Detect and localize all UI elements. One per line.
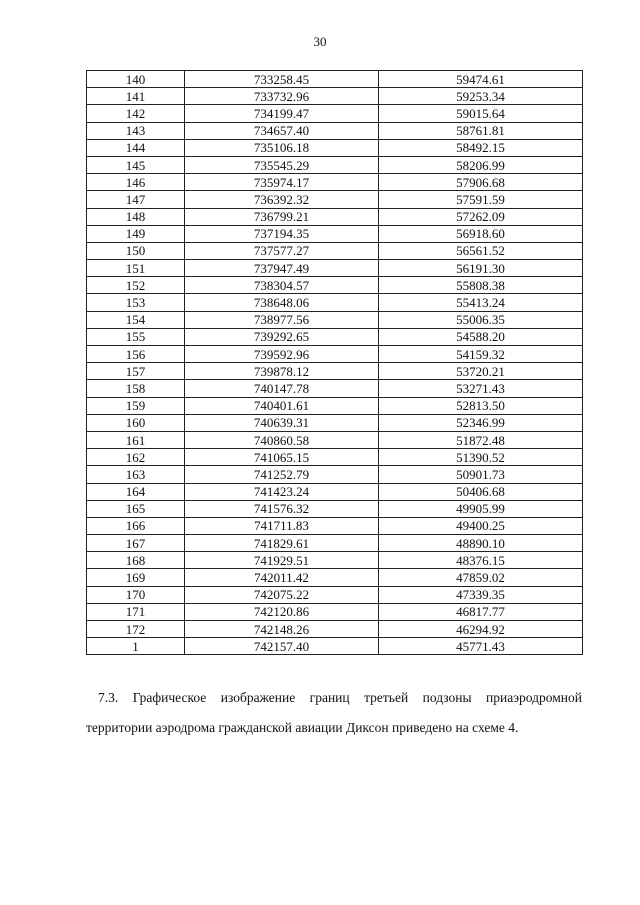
- x-coordinate-cell: 741929.51: [185, 552, 379, 569]
- y-coordinate-cell: 57591.59: [379, 191, 583, 208]
- point-number-cell: 141: [87, 88, 185, 105]
- x-coordinate-cell: 737577.27: [185, 242, 379, 259]
- y-coordinate-cell: 50406.68: [379, 483, 583, 500]
- table-row: [87, 569, 583, 586]
- x-coordinate-cell: 739292.65: [185, 328, 379, 345]
- coordinates-table: [86, 70, 583, 655]
- x-coordinate-cell: 740401.61: [185, 397, 379, 414]
- point-number-cell: 145: [87, 156, 185, 173]
- x-coordinate-cell: 742148.26: [185, 621, 379, 638]
- table-row: [87, 431, 583, 448]
- point-number-cell: 147: [87, 191, 185, 208]
- y-coordinate-cell: 51872.48: [379, 431, 583, 448]
- point-number-cell: 166: [87, 517, 185, 534]
- y-coordinate-cell: 58492.15: [379, 139, 583, 156]
- point-number-cell: 154: [87, 311, 185, 328]
- table-row: [87, 156, 583, 173]
- table-row: [87, 208, 583, 225]
- point-number-cell: 163: [87, 466, 185, 483]
- x-coordinate-cell: 740639.31: [185, 414, 379, 431]
- table-row: [87, 105, 583, 122]
- x-coordinate-cell: 737194.35: [185, 225, 379, 242]
- point-number-cell: 144: [87, 139, 185, 156]
- table-row: [87, 294, 583, 311]
- point-number-cell: 164: [87, 483, 185, 500]
- x-coordinate-cell: 742157.40: [185, 638, 379, 655]
- x-coordinate-cell: 742011.42: [185, 569, 379, 586]
- y-coordinate-cell: 55006.35: [379, 311, 583, 328]
- point-number-cell: 159: [87, 397, 185, 414]
- table-row: [87, 621, 583, 638]
- table-row: [87, 174, 583, 191]
- y-coordinate-cell: 57262.09: [379, 208, 583, 225]
- x-coordinate-cell: 734199.47: [185, 105, 379, 122]
- point-number-cell: 162: [87, 449, 185, 466]
- point-number-cell: 156: [87, 346, 185, 363]
- x-coordinate-cell: 733258.45: [185, 71, 379, 88]
- y-coordinate-cell: 59253.34: [379, 88, 583, 105]
- point-number-cell: 170: [87, 586, 185, 603]
- point-number-cell: 169: [87, 569, 185, 586]
- y-coordinate-cell: 58761.81: [379, 122, 583, 139]
- x-coordinate-cell: 741252.79: [185, 466, 379, 483]
- y-coordinate-cell: 56191.30: [379, 260, 583, 277]
- x-coordinate-cell: 736392.32: [185, 191, 379, 208]
- y-coordinate-cell: 55808.38: [379, 277, 583, 294]
- x-coordinate-cell: 742120.86: [185, 603, 379, 620]
- table-row: [87, 483, 583, 500]
- point-number-cell: 1: [87, 638, 185, 655]
- point-number-cell: 149: [87, 225, 185, 242]
- table-row: [87, 449, 583, 466]
- y-coordinate-cell: 54159.32: [379, 346, 583, 363]
- table-row: [87, 552, 583, 569]
- table-row: [87, 586, 583, 603]
- x-coordinate-cell: 741423.24: [185, 483, 379, 500]
- y-coordinate-cell: 49905.99: [379, 500, 583, 517]
- table-row: [87, 139, 583, 156]
- y-coordinate-cell: 49400.25: [379, 517, 583, 534]
- x-coordinate-cell: 734657.40: [185, 122, 379, 139]
- table-row: [87, 414, 583, 431]
- table-row: [87, 277, 583, 294]
- point-number-cell: 165: [87, 500, 185, 517]
- x-coordinate-cell: 733732.96: [185, 88, 379, 105]
- y-coordinate-cell: 52813.50: [379, 397, 583, 414]
- point-number-cell: 140: [87, 71, 185, 88]
- point-number-cell: 142: [87, 105, 185, 122]
- x-coordinate-cell: 736799.21: [185, 208, 379, 225]
- table-row: [87, 500, 583, 517]
- coordinates-table-body: [87, 71, 583, 655]
- point-number-cell: 152: [87, 277, 185, 294]
- page-number: 30: [313, 34, 327, 49]
- y-coordinate-cell: 46294.92: [379, 621, 583, 638]
- x-coordinate-cell: 740147.78: [185, 380, 379, 397]
- point-number-cell: 150: [87, 242, 185, 259]
- y-coordinate-cell: 48890.10: [379, 535, 583, 552]
- table-row: [87, 328, 583, 345]
- section-paragraph: 7.3. Графическое изображение границ третьей подзоны приаэродромной территории аэродрома гражданской авиации Диксон приведено на схеме 4.: [86, 690, 582, 735]
- x-coordinate-cell: 739592.96: [185, 346, 379, 363]
- y-coordinate-cell: 55413.24: [379, 294, 583, 311]
- point-number-cell: 157: [87, 363, 185, 380]
- x-coordinate-cell: 737947.49: [185, 260, 379, 277]
- x-coordinate-cell: 735545.29: [185, 156, 379, 173]
- y-coordinate-cell: 47859.02: [379, 569, 583, 586]
- y-coordinate-cell: 45771.43: [379, 638, 583, 655]
- table-row: [87, 311, 583, 328]
- table-row: [87, 638, 583, 655]
- y-coordinate-cell: 47339.35: [379, 586, 583, 603]
- point-number-cell: 171: [87, 603, 185, 620]
- y-coordinate-cell: 48376.15: [379, 552, 583, 569]
- y-coordinate-cell: 56918.60: [379, 225, 583, 242]
- x-coordinate-cell: 741065.15: [185, 449, 379, 466]
- x-coordinate-cell: 738304.57: [185, 277, 379, 294]
- table-row: [87, 242, 583, 259]
- y-coordinate-cell: 52346.99: [379, 414, 583, 431]
- table-row: [87, 603, 583, 620]
- table-row: [87, 346, 583, 363]
- table-row: [87, 380, 583, 397]
- table-row: [87, 363, 583, 380]
- point-number-cell: 172: [87, 621, 185, 638]
- table-row: [87, 260, 583, 277]
- table-row: [87, 466, 583, 483]
- x-coordinate-cell: 735106.18: [185, 139, 379, 156]
- y-coordinate-cell: 59474.61: [379, 71, 583, 88]
- point-number-cell: 153: [87, 294, 185, 311]
- point-number-cell: 168: [87, 552, 185, 569]
- table-row: [87, 397, 583, 414]
- x-coordinate-cell: 742075.22: [185, 586, 379, 603]
- point-number-cell: 158: [87, 380, 185, 397]
- x-coordinate-cell: 738648.06: [185, 294, 379, 311]
- table-row: [87, 535, 583, 552]
- y-coordinate-cell: 53720.21: [379, 363, 583, 380]
- point-number-cell: 148: [87, 208, 185, 225]
- y-coordinate-cell: 51390.52: [379, 449, 583, 466]
- x-coordinate-cell: 741829.61: [185, 535, 379, 552]
- table-row: [87, 71, 583, 88]
- table-row: [87, 122, 583, 139]
- x-coordinate-cell: 738977.56: [185, 311, 379, 328]
- y-coordinate-cell: 54588.20: [379, 328, 583, 345]
- point-number-cell: 167: [87, 535, 185, 552]
- y-coordinate-cell: 56561.52: [379, 242, 583, 259]
- point-number-cell: 146: [87, 174, 185, 191]
- x-coordinate-cell: 739878.12: [185, 363, 379, 380]
- point-number-cell: 161: [87, 431, 185, 448]
- y-coordinate-cell: 50901.73: [379, 466, 583, 483]
- point-number-cell: 160: [87, 414, 185, 431]
- x-coordinate-cell: 740860.58: [185, 431, 379, 448]
- point-number-cell: 143: [87, 122, 185, 139]
- y-coordinate-cell: 46817.77: [379, 603, 583, 620]
- table-row: [87, 225, 583, 242]
- x-coordinate-cell: 741576.32: [185, 500, 379, 517]
- y-coordinate-cell: 58206.99: [379, 156, 583, 173]
- y-coordinate-cell: 57906.68: [379, 174, 583, 191]
- table-row: [87, 517, 583, 534]
- point-number-cell: 155: [87, 328, 185, 345]
- y-coordinate-cell: 53271.43: [379, 380, 583, 397]
- table-row: [87, 191, 583, 208]
- y-coordinate-cell: 59015.64: [379, 105, 583, 122]
- x-coordinate-cell: 741711.83: [185, 517, 379, 534]
- point-number-cell: 151: [87, 260, 185, 277]
- table-row: [87, 88, 583, 105]
- x-coordinate-cell: 735974.17: [185, 174, 379, 191]
